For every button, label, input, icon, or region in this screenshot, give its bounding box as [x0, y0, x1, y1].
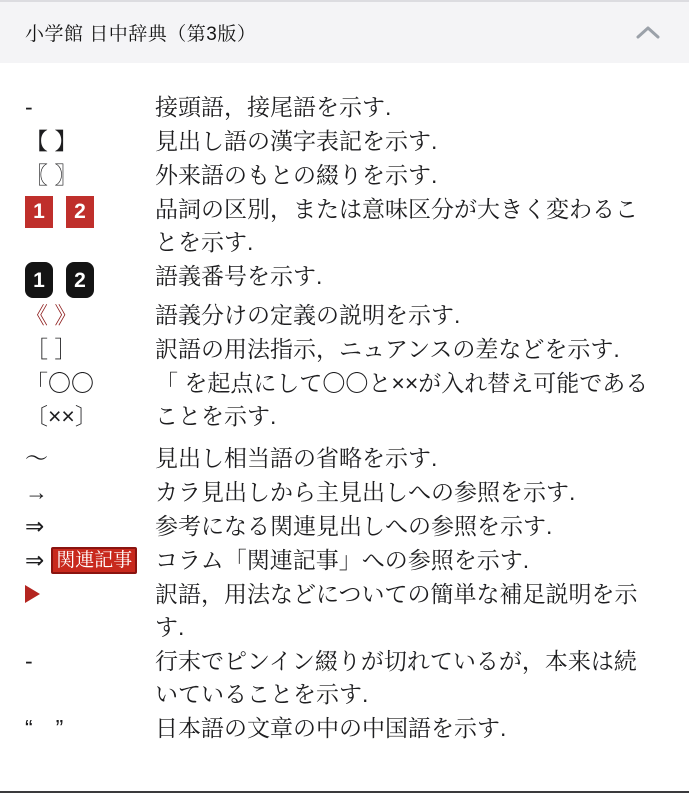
description-cell: 訳語，用法などについての簡単な補足説明を示す. — [155, 581, 638, 640]
symbol-cell — [25, 645, 155, 678]
legend-list — [0, 63, 689, 745]
symbol-text: → — [25, 479, 48, 505]
description-cell: 参考になる関連見出しへの参照を示す. — [155, 513, 553, 539]
legend-row-5 — [25, 299, 665, 332]
description-cell: 行末でピンイン綴りが切れているが，本来は続いていることを示す. — [155, 648, 637, 707]
chevron-up-icon[interactable] — [635, 25, 661, 41]
description-cell: 語義分けの定義の説明を示す. — [155, 302, 461, 328]
description-cell: 接頭語，接尾語を示す. — [155, 94, 392, 120]
legend-row-6 — [25, 333, 665, 366]
symbol-cell — [25, 544, 155, 577]
symbol-text: - — [25, 94, 33, 120]
panel-title: 小学館 日中辞典（第3版） — [25, 24, 257, 45]
symbol-text: “ ” — [25, 715, 64, 741]
symbol-text: 〖 〗 — [25, 162, 78, 188]
symbol-cell — [25, 578, 155, 612]
symbol-text: ⇒ — [25, 513, 45, 539]
legend-row-12 — [25, 578, 665, 644]
symbol-text: 〜 — [25, 445, 48, 471]
description-cell: コラム「関連記事」への参照を示す. — [155, 547, 530, 573]
description-cell: 訳語の用法指示，ニュアンスの差などを示す. — [155, 336, 620, 362]
symbol-cell — [25, 91, 155, 124]
symbol-cell — [25, 712, 155, 745]
symbol-cell — [25, 159, 155, 192]
symbol-cell — [25, 125, 155, 158]
panel-header[interactable] — [0, 0, 689, 63]
symbol-cell — [25, 510, 155, 543]
description-cell: 見出し語の漢字表記を示す. — [155, 128, 438, 154]
sense-number-box-red: 1 — [25, 196, 53, 228]
description-cell: 見出し相当語の省略を示す. — [155, 445, 438, 471]
symbol-cell — [25, 193, 155, 228]
description-cell: 外来語のもとの綴りを示す. — [155, 162, 438, 188]
legend-row-0 — [25, 91, 665, 124]
description-cell: カラ見出しから主見出しへの参照を示す. — [155, 479, 576, 505]
double-arrow-symbol: ⇒ — [25, 547, 45, 573]
description-cell: 品詞の区別，または意味区分が大きく変わることを示す. — [155, 196, 638, 255]
symbol-text-line1: 「〇〇 — [25, 370, 94, 396]
supplement-triangle-icon — [25, 585, 40, 603]
symbol-cell — [25, 299, 155, 332]
related-article-badge: 関連記事 — [51, 547, 137, 574]
legend-row-2 — [25, 159, 665, 192]
symbol-text: 【 】 — [25, 128, 78, 154]
legend-row-3 — [25, 193, 665, 259]
symbol-cell — [25, 476, 155, 509]
symbol-text-line2: 〔××〕 — [25, 403, 98, 429]
symbol-text: - — [25, 648, 33, 674]
sense-number-box-red: 2 — [66, 196, 94, 228]
description-cell: 「 を起点にして〇〇と××が入れ替え可能であることを示す. — [155, 370, 649, 429]
sense-number-box-black: 2 — [66, 262, 94, 298]
legend-row-1 — [25, 125, 665, 158]
legend-row-10 — [25, 510, 665, 543]
sense-number-box-black: 1 — [25, 262, 53, 298]
legend-row-7 — [25, 367, 665, 433]
legend-row-9 — [25, 476, 665, 509]
description-cell: 日本語の文章の中の中国語を示す. — [155, 715, 507, 741]
legend-row-8 — [25, 442, 665, 475]
legend-row-11 — [25, 544, 665, 577]
symbol-cell — [25, 442, 155, 475]
symbol-cell — [25, 367, 155, 433]
description-cell: 語義番号を示す. — [155, 263, 323, 289]
red-bracket-symbol: 《 》 — [25, 302, 78, 328]
symbol-cell — [25, 260, 155, 298]
legend-row-4 — [25, 260, 665, 298]
legend-row-14 — [25, 712, 665, 745]
symbol-text: ［ ］ — [25, 336, 78, 362]
legend-row-13 — [25, 645, 665, 711]
symbol-cell — [25, 333, 155, 366]
